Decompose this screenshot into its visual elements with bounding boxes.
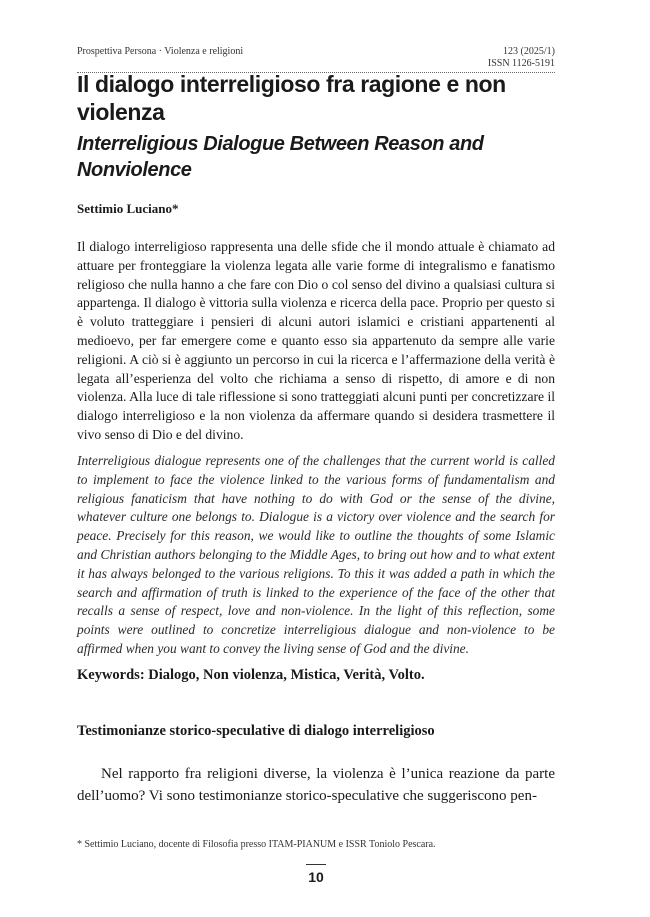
footnote: * Settimio Luciano, docente di Filosofia presso ITAM-PIANUM e ISSR Toniolo Pescara. [77, 839, 436, 850]
article-title: Il dialogo interreligioso fra ragione e non violenza [77, 71, 506, 125]
abstract-english: Interreligious dialogue represents one of the challenges that the current world is called to implement to face the violence linked to the various forms of fundamentalism and religious fanaticism that have nothing to do with God or the sense of the divine, whatever culture one belongs to. Dialogue is a victory over violence and the search for peace. Precisely for this reason, we would like to outline the thoughts of some Islamic and Christian authors belonging to the Middle Ages, to bring out how and to what extent it has always belonged to the various religions. To this it was added a path in which the search and affirmation of truth is linked to the experience of the face of the other that recalls a sense of respect, love and non-violence. In the light of this reflection, some points were outlined to concretize interreligious dialogue and non-violence to be affirmed when you want to convey the living sense of God and the divine. [77, 453, 555, 656]
document-page [77, 0, 555, 917]
abstract-italian: Il dialogo interreligioso rappresenta una delle sfide che il mondo attuale è chiamato ad attuare per fronteggiare la violenza legata alle varie forme di integralismo e fanatismo religioso che nulla hanno a che fare con Dio o col senso del divino a qualsiasi cultura si appartenga. Il dialogo è vittoria sulla violenza e ricerca della pace. Proprio per questo si è voluto tratteggiare i pensieri di alcuni autori islamici e cristiani appartenenti al medioevo, per far emergere come e quanto esso sia appartenuto da sempre alle varie religioni. A ciò si è aggiunto un percorso in cui la ricerca e l’affermazione della verità è legata all’esperienza del volto che richiama a senso di rispetto, di amore e di non violenza. Alla luce di tale riflessione si sono tratteggiati alcuni punti per concretizzare il dialogo interreligioso e la non violenza da affermare quando si desidera trasmettere il vivo senso di Dio e del divino. [77, 239, 555, 442]
body-paragraph: Nel rapporto fra religioni diverse, la violenza è l’unica reazione da parte dell’uomo? Vi sono testimonianze storico-speculative che suggeriscono pen- [77, 766, 555, 804]
issn: ISSN 1126-5191 [487, 58, 555, 69]
page-number: 10 [308, 869, 324, 885]
issue-info [488, 46, 555, 70]
author-name: Settimio Luciano* [77, 201, 179, 216]
keywords: Keywords: Dialogo, Non violenza, Mistica, Verità, Volto. [77, 667, 425, 683]
section-heading: Testimonianze storico-speculative di dialogo interreligioso [77, 723, 435, 739]
article-subtitle: Interreligious Dialogue Between Reason and Nonviolence [77, 133, 484, 181]
journal-name: Prospettiva Persona · Violenza e religioni [77, 46, 244, 57]
page-number-rule [306, 864, 326, 865]
issue-number: 123 (2025/1) [503, 46, 555, 57]
